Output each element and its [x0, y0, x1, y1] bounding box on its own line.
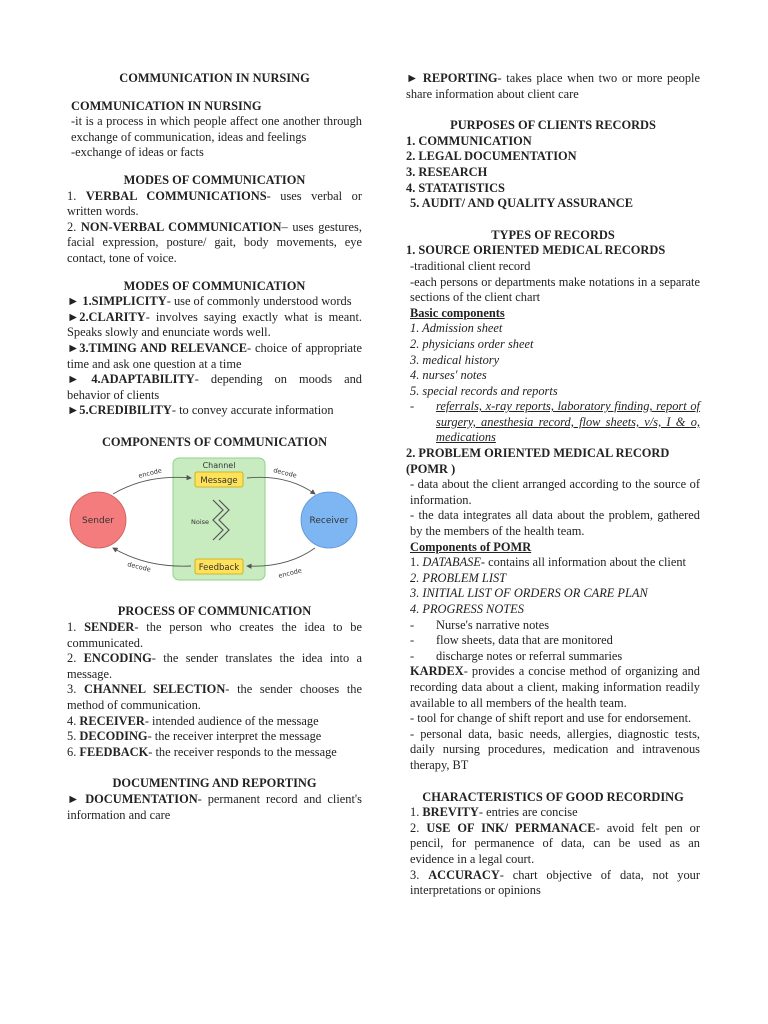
definition-text-2: -exchange of ideas or facts — [71, 145, 204, 160]
arrow-icon: ► — [67, 309, 80, 324]
section-heading-communication: COMMUNICATION IN NURSING — [71, 98, 262, 113]
kardex-line-2: - tool for change of shift report and use for endorsement. — [410, 711, 692, 726]
principle-credibility: ►5.CREDIBILITY- to convey accurate information — [67, 403, 334, 418]
documenting-heading: DOCUMENTING AND REPORTING — [112, 776, 317, 791]
characteristic-permanence: 2. USE OF INK/ PERMANACE- avoid felt pen or pencil, for permanence of data, can be used as an evidence in a legal court. — [410, 820, 700, 866]
progress-note-item: - flow sheets, data that are monitored — [410, 633, 613, 648]
basic-component-item: 1. Admission sheet — [410, 321, 503, 336]
sender-label: Sender — [82, 516, 114, 527]
basic-component-item: 3. medical history — [410, 352, 500, 367]
feedback-label: Feedback — [198, 563, 240, 574]
types-heading: TYPES OF RECORDS — [491, 227, 615, 242]
pomr-item: 2. PROBLEM LIST — [410, 570, 507, 585]
right-column — [406, 71, 700, 899]
source-oriented-heading: 1. SOURCE ORIENTED MEDICAL RECORDS — [406, 243, 666, 258]
basic-component-item: 4. nurses' notes — [410, 368, 487, 383]
principle-simplicity: ► 1.SIMPLICITY- use of commonly understood words — [67, 294, 352, 309]
mode-item-verbal: 1. VERBAL COMMUNICATIONS- uses verbal or written words. — [67, 188, 362, 219]
documentation-item: ► DOCUMENTATION- permanent record and client's information and care — [67, 792, 362, 822]
modes-heading-1: MODES OF COMMUNICATION — [123, 172, 306, 187]
decode-label-top: decode — [272, 466, 298, 481]
arrow-icon: ► — [67, 372, 80, 387]
pomr-heading: 2. PROBLEM ORIENTED MEDICAL RECORD (POMR ) — [406, 446, 670, 476]
basic-component-item: 2. physicians order sheet — [410, 336, 534, 351]
channel-label: Channel — [202, 461, 236, 471]
pomr-database-item: 1. DATABASE- contains all information about the client — [410, 555, 686, 570]
pomr-item: 4. PROGRESS NOTES — [410, 602, 524, 616]
pomr-components-heading: Components of POMR — [410, 539, 532, 554]
purpose-item: 4. STATATISTICS — [406, 180, 505, 195]
source-line-1: -traditional client record — [410, 258, 531, 273]
process-item-encoding: 2. ENCODING- the sender translates the idea into a message. — [67, 651, 362, 681]
purpose-item: 1. COMMUNICATION — [406, 133, 532, 148]
mode-item-nonverbal: 2. NON-VERBAL COMMUNICATION– uses gestures, facial expression, posture/ gait, body movements, eye contact, tone of voice. — [67, 219, 362, 265]
receiver-label: Receiver — [309, 516, 349, 527]
characteristic-accuracy: 3. ACCURACY- chart objective of data, not your interpretations or opinions — [410, 867, 700, 898]
purpose-item: 5. AUDIT/ AND QUALITY ASSURANCE — [410, 196, 633, 211]
encode-label-bottom: encode — [277, 566, 303, 581]
process-item-receiver: 4. RECEIVER- intended audience of the message — [67, 713, 319, 728]
basic-component-item: 5. special records and reports — [410, 383, 558, 398]
kardex-line-3: - personal data, basic needs, allergies, diagnostic tests, daily nursing procedures, medication and intravenous therapy, BT — [410, 726, 700, 772]
special-records-list: - referrals, x-ray reports, laboratory finding, report of surgery, anesthesia record, flow sheets, v/s, I & o, medications — [410, 399, 700, 445]
kardex-item: KARDEX- provides a concise method of organizing and recording data about a client, making information readily available to all members of the health team. — [410, 664, 700, 710]
characteristic-brevity: 1. BREVITY- entries are concise — [410, 805, 578, 820]
source-line-2: -each persons or departments make notations in a separate sections of the client chart — [410, 274, 700, 305]
communication-diagram — [67, 456, 362, 586]
progress-note-item: - discharge notes or referral summaries — [410, 648, 623, 663]
arrow-icon: ► — [67, 294, 80, 309]
pomr-line-1: - data about the client arranged according to the source of information. — [410, 477, 700, 507]
arrow-icon: ► — [67, 792, 80, 806]
pomr-item: 3. INITIAL LIST OF ORDERS OR CARE PLAN — [410, 586, 648, 601]
pomr-line-2: - the data integrates all data about the problem, gathered by the members of the health team. — [410, 508, 700, 539]
principle-adaptability: ► 4.ADAPTABILITY- depending on moods and behavior of clients — [67, 372, 362, 402]
noise-label: Noise — [191, 518, 210, 527]
encode-label-top: encode — [137, 466, 163, 481]
purpose-item: 3. RESEARCH — [406, 164, 488, 179]
process-item-channel: 3. CHANNEL SELECTION- the sender chooses the method of communication. — [67, 682, 363, 713]
special-records-text: referrals, x-ray reports, laboratory finding, report of surgery, anesthesia record, flow sheets, v/s, I & o, medications — [436, 399, 700, 445]
arrow-icon: ► — [406, 71, 419, 85]
components-heading: COMPONENTS OF COMMUNICATION — [101, 434, 328, 449]
characteristics-heading: CHARACTERISTICS OF GOOD RECORDING — [422, 789, 684, 804]
process-item-sender: 1. SENDER- the person who creates the idea to be communicated. — [67, 620, 362, 650]
message-label: Message — [200, 476, 238, 487]
decode-label-bottom: decode — [126, 560, 152, 575]
arrow-icon: ► — [67, 403, 80, 418]
document-title: COMMUNICATION IN NURSING — [119, 71, 310, 85]
process-heading: PROCESS OF COMMUNICATION — [117, 604, 312, 619]
principle-clarity: ►2.CLARITY- involves saying exactly what is meant. Speaks slowly and enunciate words well. — [67, 309, 362, 340]
left-column — [67, 71, 362, 823]
arrow-icon: ► — [67, 340, 80, 355]
process-item-decoding: 5. DECODING- the receiver interpret the message — [67, 729, 322, 744]
reporting-item: ► REPORTING- takes place when two or more people share information about client care — [406, 71, 700, 101]
purposes-heading: PURPOSES OF CLIENTS RECORDS — [450, 118, 656, 133]
definition-text: -it is a process in which people affect one another through exchange of communication, ideas and feelings — [71, 114, 362, 144]
purpose-item: 2. LEGAL DOCUMENTATION — [406, 149, 577, 164]
process-item-feedback: 6. FEEDBACK- the receiver responds to the message — [67, 744, 337, 759]
basic-components-heading: Basic components — [410, 305, 505, 320]
principle-timing: ►3.TIMING AND RELEVANCE- choice of appropriate time and ask one question at a time — [67, 340, 362, 371]
modes-heading-2: MODES OF COMMUNICATION — [123, 278, 306, 293]
progress-note-item: - Nurse's narrative notes — [410, 617, 550, 632]
